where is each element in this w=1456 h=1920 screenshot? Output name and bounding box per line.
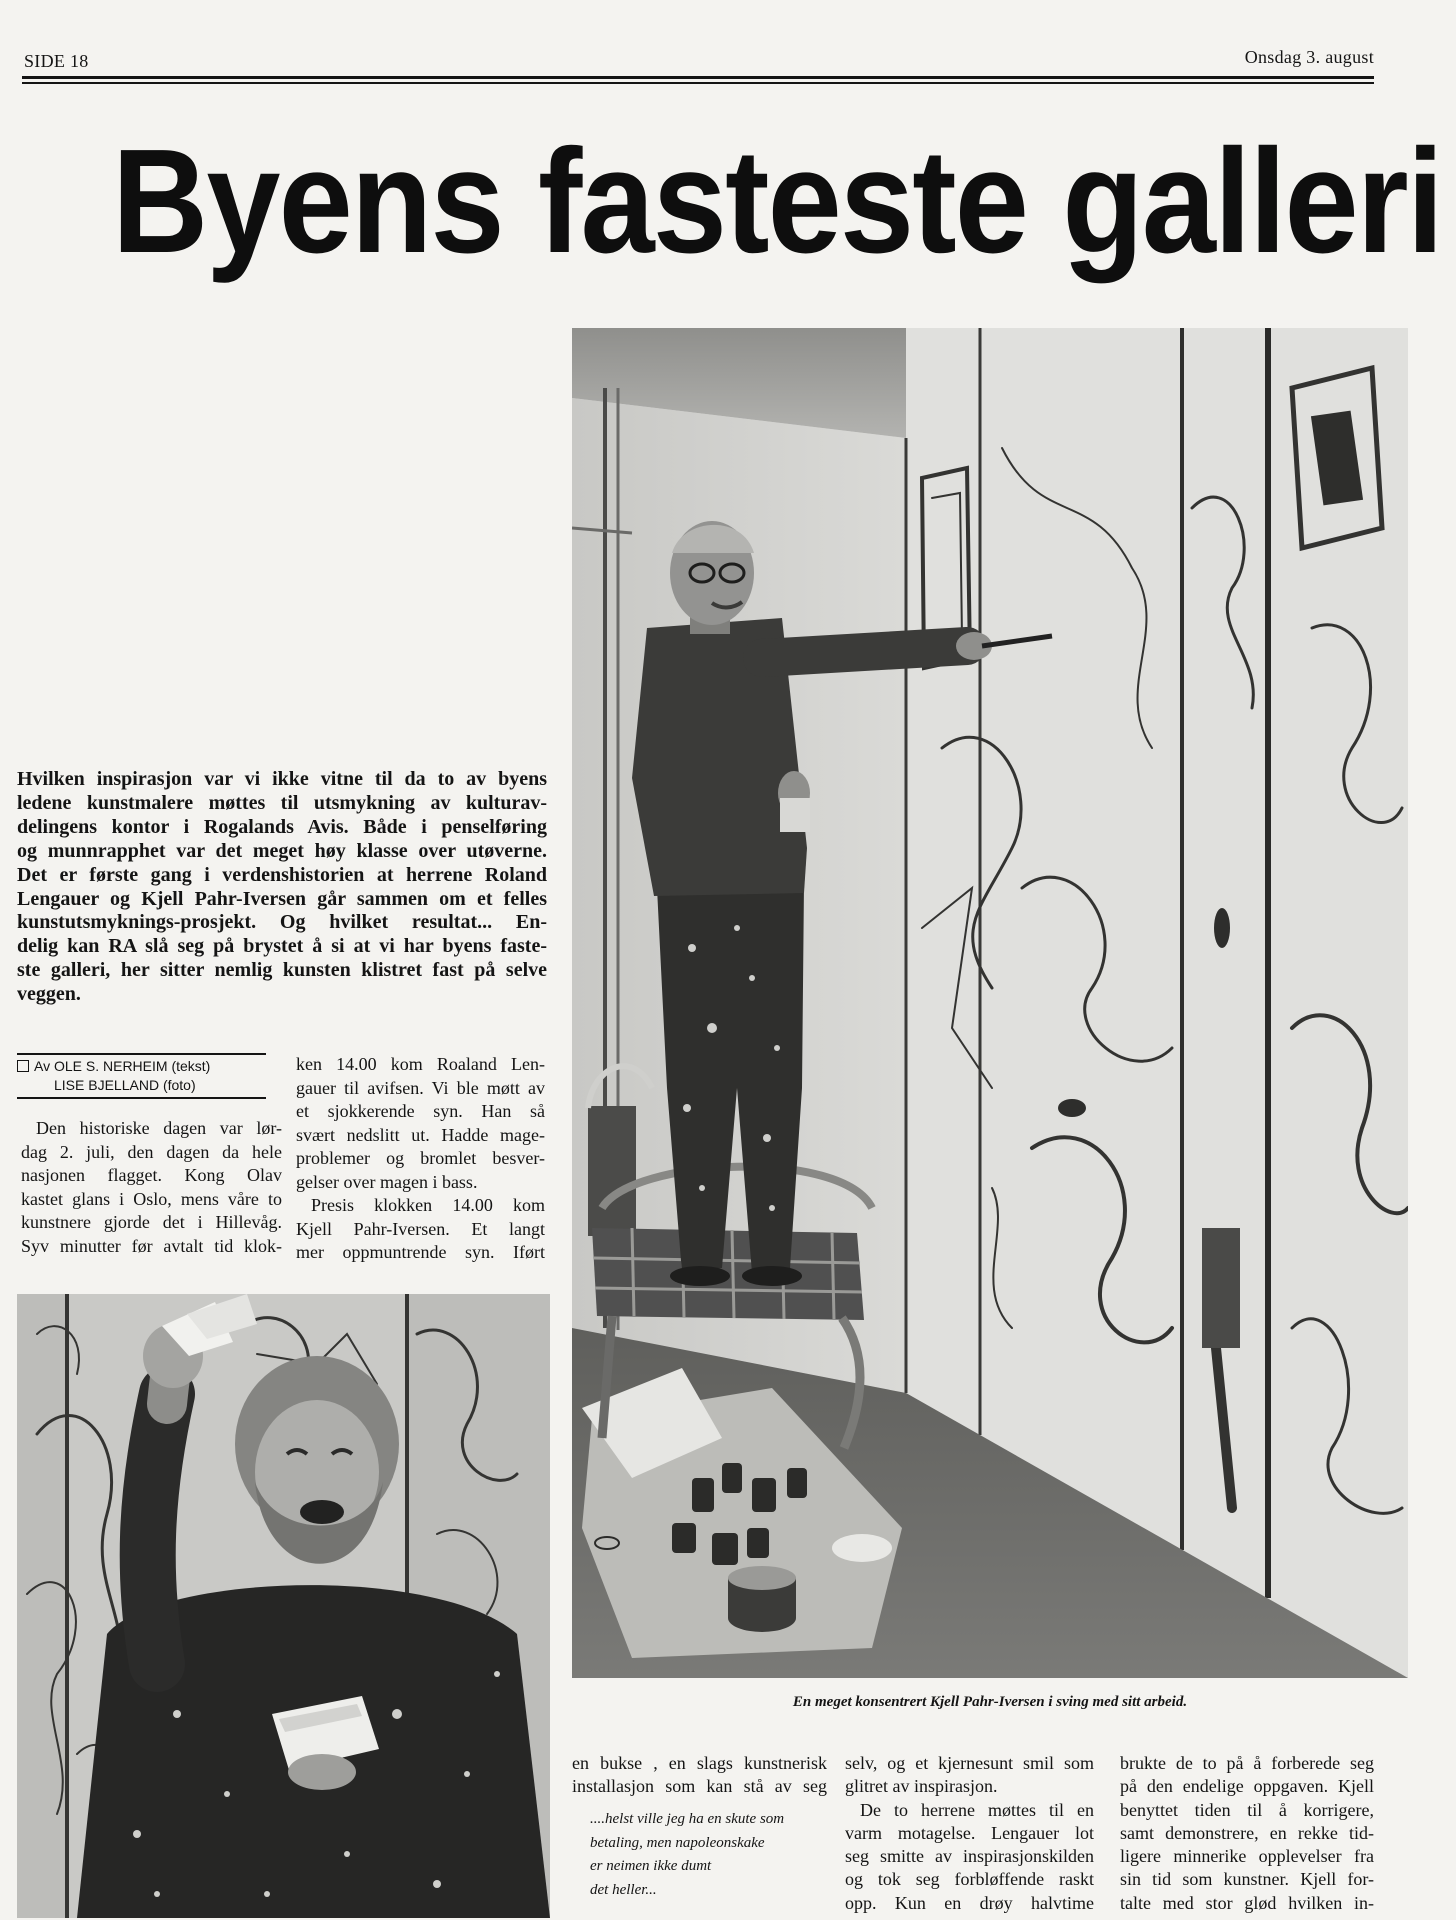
- article-column-3: [572, 1752, 827, 1799]
- article-column-5: [1120, 1752, 1374, 1915]
- intro-line: ste galleri, her sitter nemlig kunsten klistret fast på selve: [17, 959, 547, 982]
- intro-line: Hvilken inspirasjon var vi ikke vitne til da to av byens: [17, 768, 547, 790]
- header-rule-thin: [22, 82, 1374, 84]
- column-line: De to herrene møttes til en: [860, 1799, 1094, 1820]
- pullquote: [590, 1808, 827, 1902]
- column-line: problemer og bromlet besver-: [296, 1148, 545, 1168]
- main-photo-image: [572, 328, 1408, 1678]
- byline-photographer: LISE BJELLAND (foto): [54, 1077, 196, 1093]
- intro-line: veggen.: [17, 983, 81, 1006]
- article-column-2: [296, 1053, 545, 1265]
- headline: Byens fasteste galleri: [112, 128, 1443, 284]
- column-line: gelser over magen i bass.: [296, 1171, 478, 1192]
- header-rule-thick: [22, 76, 1374, 79]
- column-line: Den historiske dagen var lør-: [36, 1118, 282, 1138]
- column-line: glitret av inspirasjon.: [845, 1776, 998, 1797]
- intro-line: kunstutsmyknings-prosjekt. Og hvilket resultat... En-: [17, 911, 547, 934]
- headline-container: [112, 128, 1456, 293]
- pullquote-line: ....helst ville jeg ha en skute som: [590, 1811, 785, 1827]
- column-line: benyttet tiden til å korrigere,: [1120, 1799, 1374, 1820]
- main-photo-caption: En meget konsentrert Kjell Pahr-Iversen i sving med sitt arbeid.: [792, 1694, 1188, 1710]
- article-column-4: [845, 1752, 1094, 1915]
- column-line: Presis klokken 14.00 kom: [311, 1195, 545, 1215]
- column-line: svært nedslitt ut. Hadde mage-: [296, 1124, 545, 1145]
- column-line: mer oppmuntrende syn. Iført: [296, 1242, 545, 1262]
- intro-line: og munnrapphet var det meget høy klasse over utøverne.: [17, 839, 547, 862]
- column-line: talte med stor glød hvilken in-: [1120, 1892, 1374, 1913]
- column-line: samt demonstrere, en rekke tid-: [1120, 1822, 1374, 1843]
- intro-line: delig kan RA slå seg på brystet å si at vi har byens faste-: [17, 935, 547, 958]
- column-line: på den endelige oppgaven. Kjell: [1120, 1776, 1374, 1797]
- pullquote-line: betaling, men napoleonskake: [590, 1834, 765, 1851]
- intro-line: delingens kontor i Rogalands Avis. Både i penselføring: [17, 815, 547, 838]
- intro-paragraph: [17, 768, 547, 1007]
- square-box-icon: [17, 1060, 29, 1072]
- pullquote-line: det heller...: [590, 1881, 657, 1898]
- column-line: en bukse , en slags kunstnerisk: [572, 1753, 827, 1773]
- intro-line: Lengauer og Kjell Pahr-Iversen går sammen om et felles: [17, 887, 547, 910]
- page-number: SIDE 18: [24, 51, 89, 71]
- column-line: dag 2. juli, den dagen da hele: [21, 1141, 282, 1162]
- byline: [17, 1057, 266, 1095]
- byline-authors-row: [17, 1058, 210, 1074]
- column-line: brukte de to på å forberede seg: [1120, 1753, 1374, 1773]
- intro-line: ledene kunstmalere møttes til utsmykning av kulturav-: [17, 791, 547, 814]
- column-line: seg smitte av inspirasjonskilden: [845, 1846, 1094, 1867]
- column-line: opp. Kun en drøy halvtime: [845, 1892, 1094, 1913]
- column-line: et sjokkerende syn. Han så: [296, 1101, 545, 1121]
- column-line: varm motagelse. Lengauer lot: [845, 1822, 1094, 1843]
- column-line: Syv minutter før avtalt tid klok-: [21, 1235, 282, 1256]
- small-photo-image: [17, 1294, 550, 1918]
- pullquote-line: er neimen ikke dumt: [590, 1858, 712, 1874]
- column-line: selv, og et kjernesunt smil som: [845, 1753, 1094, 1773]
- article-column-1: [21, 1117, 282, 1258]
- small-photo: [17, 1294, 550, 1918]
- column-line: installasjon som kan stå av seg: [572, 1776, 827, 1797]
- byline-rule-bottom: [17, 1097, 266, 1099]
- column-line: Kjell Pahr-Iversen. Et langt: [296, 1218, 545, 1239]
- column-line: kunstnere gjorde det i Hillevåg.: [21, 1212, 282, 1232]
- column-line: sin tid som kunstner. Kjell for-: [1120, 1869, 1374, 1890]
- byline-rule-top: [17, 1053, 266, 1055]
- column-line: og tok seg forbløffende raskt: [845, 1869, 1094, 1890]
- column-line: ligere minnerike opplevelser fra: [1120, 1846, 1374, 1867]
- column-line: gauer til avifsen. Vi ble møtt av: [296, 1077, 545, 1098]
- column-line: kastet glans i Oslo, mens våre to: [21, 1188, 282, 1209]
- issue-date: Onsdag 3. august: [1244, 47, 1374, 67]
- byline-authors: Av OLE S. NERHEIM (tekst): [34, 1058, 211, 1074]
- column-line: nasjonen flagget. Kong Olav: [21, 1165, 282, 1185]
- intro-line: Det er første gang i verdenshistorien at herrene Roland: [17, 863, 547, 886]
- column-line: ken 14.00 kom Roaland Len-: [296, 1054, 545, 1074]
- main-photo: [572, 328, 1408, 1678]
